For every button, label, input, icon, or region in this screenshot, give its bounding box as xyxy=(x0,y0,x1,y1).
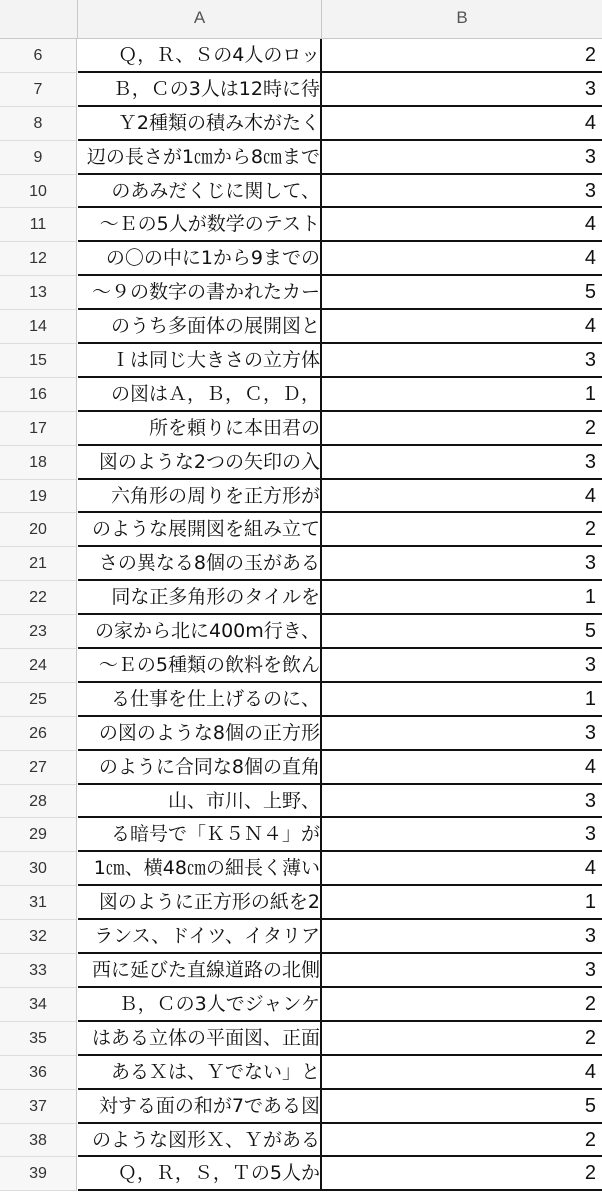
cell-b[interactable]: 4 xyxy=(322,208,602,242)
cell-a[interactable] xyxy=(78,581,322,615)
table-row xyxy=(0,378,602,412)
cell-a-text: 山、市川、上野、 xyxy=(167,789,320,812)
column-header-b[interactable]: B xyxy=(456,8,468,27)
row-number[interactable]: 23 xyxy=(0,615,77,649)
cell-a[interactable] xyxy=(78,751,322,785)
table-row xyxy=(0,446,602,480)
cell-b[interactable]: 3 xyxy=(322,818,602,852)
cell-a[interactable] xyxy=(78,107,322,141)
cell-b[interactable]: 5 xyxy=(322,276,602,310)
cell-b[interactable]: 3 xyxy=(322,954,602,988)
cell-a-text: 西に延びた直線道路の北側 xyxy=(91,959,320,982)
cell-a-text: ～Ｅの5種類の飲料を飲ん xyxy=(98,654,320,677)
row-number[interactable]: 39 xyxy=(0,1157,77,1191)
table-row xyxy=(0,785,602,819)
cell-b[interactable]: 3 xyxy=(322,547,602,581)
cell-a-text: Ｂ，Ｃの3人でジャンケ xyxy=(118,992,320,1015)
cell-a-text: の図はＡ，Ｂ，Ｃ，Ｄ， xyxy=(110,382,320,405)
row-number[interactable]: 36 xyxy=(0,1056,77,1090)
cell-b[interactable]: 4 xyxy=(322,852,602,886)
cell-b[interactable]: 1 xyxy=(322,378,602,412)
table-row xyxy=(0,39,602,73)
table-row xyxy=(0,73,602,107)
table-row xyxy=(0,649,602,683)
row-number[interactable]: 37 xyxy=(0,1090,77,1124)
table-row xyxy=(0,615,602,649)
cell-a-text: のうち多面体の展開図と xyxy=(110,315,320,338)
cell-a[interactable] xyxy=(78,1157,322,1191)
cell-a-text: 1㎝、横48㎝の細長く薄い xyxy=(93,857,320,880)
cell-b[interactable]: 2 xyxy=(322,513,602,547)
cell-b[interactable]: 4 xyxy=(322,310,602,344)
cell-a-text: ～Ｅの5人が数学のテスト xyxy=(99,213,320,236)
cell-a[interactable] xyxy=(78,886,322,920)
cell-b[interactable]: 5 xyxy=(322,1090,602,1124)
cell-a[interactable] xyxy=(78,615,322,649)
row-number[interactable]: 28 xyxy=(0,785,77,819)
table-row xyxy=(0,581,602,615)
table-row xyxy=(0,547,602,581)
cell-a[interactable] xyxy=(78,276,322,310)
cell-a-text: の家から北に400m行き、 xyxy=(94,620,320,643)
row-number[interactable]: 33 xyxy=(0,954,77,988)
row-number[interactable]: 6 xyxy=(0,39,77,73)
cell-b[interactable]: 4 xyxy=(322,107,602,141)
table-row xyxy=(0,1022,602,1056)
cell-a[interactable] xyxy=(78,1022,322,1056)
cell-a-text: 辺の長さが1㎝から8㎝まで xyxy=(86,145,320,168)
table-row xyxy=(0,1056,602,1090)
cell-b[interactable]: 2 xyxy=(322,412,602,446)
cell-a[interactable] xyxy=(78,547,322,581)
cell-b[interactable]: 3 xyxy=(322,141,602,175)
cell-a[interactable] xyxy=(78,446,322,480)
cell-b[interactable]: 2 xyxy=(322,1124,602,1158)
cell-a-text: Ｙ2種類の積み木がたく xyxy=(117,111,320,134)
cell-a[interactable] xyxy=(78,141,322,175)
table-row xyxy=(0,683,602,717)
table-row xyxy=(0,412,602,446)
cell-b[interactable]: 2 xyxy=(322,39,602,73)
cell-a-text: ランス、ドイツ、イタリア xyxy=(94,925,320,948)
cell-a-text: 所を頼りに本田君の xyxy=(148,416,320,439)
row-number[interactable]: 16 xyxy=(0,378,77,412)
row-number[interactable]: 19 xyxy=(0,480,77,514)
table-row xyxy=(0,310,602,344)
cell-a[interactable] xyxy=(78,310,322,344)
cell-a[interactable] xyxy=(78,175,322,209)
cell-b[interactable]: 3 xyxy=(322,175,602,209)
table-row xyxy=(0,276,602,310)
cell-a[interactable] xyxy=(78,242,322,276)
cell-a[interactable] xyxy=(78,412,322,446)
cell-a[interactable] xyxy=(78,1124,322,1158)
row-number[interactable]: 24 xyxy=(0,649,77,683)
row-number[interactable]: 13 xyxy=(0,276,77,310)
table-row xyxy=(0,852,602,886)
cell-a-text: の〇の中に1から9までの xyxy=(105,247,320,270)
row-number[interactable]: 31 xyxy=(0,886,77,920)
table-row xyxy=(0,513,602,547)
row-number[interactable]: 9 xyxy=(0,141,77,175)
cell-b[interactable]: 3 xyxy=(322,73,602,107)
cell-a-text: Ｑ，Ｒ，Ｓ，Ｔの5人か xyxy=(117,1162,320,1185)
cell-a[interactable] xyxy=(78,818,322,852)
cell-b[interactable]: 3 xyxy=(322,717,602,751)
cell-b[interactable]: 2 xyxy=(322,1022,602,1056)
cell-a-text: 対する面の和が7である図 xyxy=(98,1094,320,1117)
cell-a-text: 図のような2つの矢印の入 xyxy=(98,450,320,473)
cell-b[interactable]: 1 xyxy=(322,581,602,615)
table-row xyxy=(0,141,602,175)
cell-a[interactable] xyxy=(78,513,322,547)
table-row xyxy=(0,175,602,209)
cell-a[interactable] xyxy=(78,1090,322,1124)
cell-b[interactable]: 3 xyxy=(322,920,602,954)
cell-a[interactable] xyxy=(78,378,322,412)
cell-a-text: 六角形の周りを正方形が xyxy=(110,484,320,507)
row-number[interactable]: 27 xyxy=(0,751,77,785)
row-number[interactable]: 12 xyxy=(0,242,77,276)
cell-a-text: 図のように正方形の紙を2 xyxy=(98,891,320,914)
cell-b[interactable]: 4 xyxy=(322,1056,602,1090)
cell-a-text: Ｂ，Ｃの3人は12時に待 xyxy=(112,77,320,100)
cell-a[interactable] xyxy=(78,208,322,242)
cell-b[interactable]: 3 xyxy=(322,785,602,819)
cell-b[interactable]: 2 xyxy=(322,988,602,1022)
cell-a[interactable] xyxy=(78,717,322,751)
cell-a-text: のような図形Ｘ、Ｙがある xyxy=(91,1128,320,1151)
table-row xyxy=(0,988,602,1022)
cell-a[interactable] xyxy=(78,683,322,717)
table-row xyxy=(0,1124,602,1158)
cell-b[interactable]: 2 xyxy=(322,1157,602,1191)
table-row xyxy=(0,107,602,141)
row-number[interactable]: 25 xyxy=(0,683,77,717)
table-row xyxy=(0,1157,602,1191)
cell-a-text: る暗号で「Ｋ５Ｎ４」が xyxy=(110,823,320,846)
column-header-bar xyxy=(0,0,602,39)
table-row xyxy=(0,751,602,785)
row-number[interactable]: 11 xyxy=(0,208,77,242)
cell-a[interactable] xyxy=(78,73,322,107)
cell-a-text: Ｑ，Ｒ、Ｓの4人のロッ xyxy=(118,44,320,66)
cell-b[interactable]: 4 xyxy=(322,751,602,785)
select-all-corner[interactable] xyxy=(0,0,78,38)
table-row xyxy=(0,886,602,920)
row-number[interactable]: 30 xyxy=(0,852,77,886)
row-number[interactable]: 35 xyxy=(0,1022,77,1056)
cell-a-text: あるＸは、Ｙでない」と xyxy=(110,1060,320,1083)
table-row xyxy=(0,920,602,954)
cell-a-text: のように合同な8個の直角 xyxy=(98,755,320,778)
cell-b[interactable]: 3 xyxy=(322,649,602,683)
row-number[interactable]: 32 xyxy=(0,920,77,954)
row-number[interactable]: 26 xyxy=(0,717,77,751)
cell-a[interactable] xyxy=(78,1056,322,1090)
grid-rows xyxy=(0,39,602,1191)
cell-a-text: のような展開図を組み立て xyxy=(91,518,320,541)
cell-a-text: はある立体の平面図、正面 xyxy=(91,1026,320,1049)
row-number[interactable]: 34 xyxy=(0,988,77,1022)
cell-a[interactable] xyxy=(78,920,322,954)
table-row xyxy=(0,242,602,276)
row-number[interactable]: 21 xyxy=(0,547,77,581)
cell-b[interactable]: 1 xyxy=(322,886,602,920)
cell-a-text: ～９の数字の書かれたカー xyxy=(91,281,320,304)
cell-b[interactable]: 3 xyxy=(322,446,602,480)
row-number[interactable]: 14 xyxy=(0,310,77,344)
cell-a[interactable] xyxy=(78,852,322,886)
table-row xyxy=(0,344,602,378)
row-number[interactable]: 18 xyxy=(0,446,77,480)
table-row xyxy=(0,1090,602,1124)
row-number[interactable]: 7 xyxy=(0,73,77,107)
cell-a-text: さの異なる8個の玉がある xyxy=(98,552,320,575)
row-number[interactable]: 10 xyxy=(0,175,77,209)
cell-a[interactable] xyxy=(78,480,322,514)
row-number[interactable]: 29 xyxy=(0,818,77,852)
cell-a-text: の図のような8個の正方形 xyxy=(98,721,320,744)
row-number[interactable]: 15 xyxy=(0,344,77,378)
cell-a[interactable] xyxy=(78,649,322,683)
row-number[interactable]: 20 xyxy=(0,513,77,547)
cell-b[interactable]: 3 xyxy=(322,344,602,378)
cell-a-text: る仕事を仕上げるのに、 xyxy=(110,687,320,710)
table-row xyxy=(0,208,602,242)
table-row xyxy=(0,717,602,751)
row-number[interactable]: 38 xyxy=(0,1124,77,1158)
column-header-a[interactable]: A xyxy=(78,0,322,38)
cell-b[interactable]: 4 xyxy=(322,480,602,514)
cell-a[interactable] xyxy=(78,954,322,988)
row-number[interactable]: 22 xyxy=(0,581,77,615)
table-row xyxy=(0,480,602,514)
cell-a-text: 同な正多角形のタイルを xyxy=(111,586,320,609)
cell-a[interactable] xyxy=(78,785,322,819)
cell-a-text: Ｉは同じ大きさの立方体 xyxy=(110,349,320,372)
cell-a[interactable] xyxy=(78,39,322,73)
table-row xyxy=(0,954,602,988)
row-number[interactable]: 8 xyxy=(0,107,77,141)
cell-b[interactable]: 4 xyxy=(322,242,602,276)
cell-a-text: のあみだくじに関して、 xyxy=(111,179,320,202)
cell-a[interactable] xyxy=(78,988,322,1022)
cell-b[interactable]: 5 xyxy=(322,615,602,649)
cell-a[interactable] xyxy=(78,344,322,378)
cell-b[interactable]: 1 xyxy=(322,683,602,717)
table-row xyxy=(0,818,602,852)
row-number[interactable]: 17 xyxy=(0,412,77,446)
